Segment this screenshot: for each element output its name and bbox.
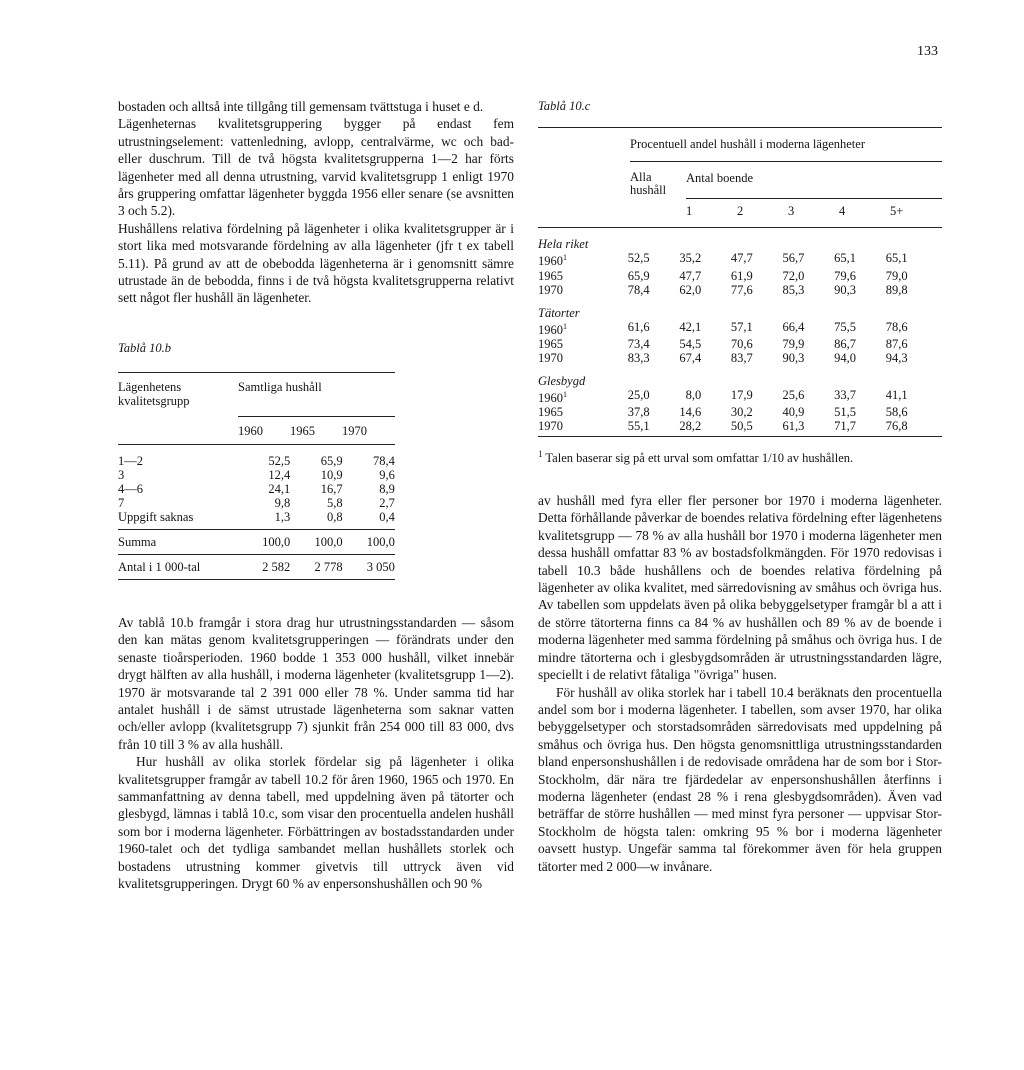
cell: 89,8 bbox=[885, 282, 908, 297]
table-row bbox=[118, 468, 395, 482]
cell: 12,4 bbox=[268, 467, 291, 482]
row-label bbox=[538, 320, 598, 337]
cell: 17,9 bbox=[730, 387, 753, 402]
table-sum-row bbox=[118, 535, 395, 549]
table-column-header: Lägenhetens kvalitetsgrupp bbox=[118, 379, 190, 408]
cell: 83,7 bbox=[730, 350, 753, 365]
table-size-header: 5+ bbox=[890, 204, 904, 219]
table-year-header: 1965 bbox=[290, 423, 315, 438]
table-section-heading: Tätorter bbox=[538, 305, 580, 320]
row-label bbox=[538, 269, 598, 283]
cell: 35,2 bbox=[679, 251, 702, 266]
table-rule bbox=[118, 554, 395, 555]
table-size-header: 4 bbox=[839, 204, 846, 219]
cell: 100,0 bbox=[314, 534, 343, 549]
table-row bbox=[538, 405, 942, 419]
cell: 2 582 bbox=[262, 559, 291, 574]
cell: 52,5 bbox=[268, 453, 291, 468]
table-year-header: 1970 bbox=[342, 423, 367, 438]
cell: 83,3 bbox=[627, 350, 650, 365]
left-column bbox=[118, 98, 514, 892]
cell: 57,1 bbox=[730, 319, 753, 334]
cell: 42,1 bbox=[679, 319, 702, 334]
table-size-header: 1 bbox=[686, 204, 693, 219]
row-label bbox=[538, 351, 598, 365]
table-row bbox=[538, 251, 942, 268]
cell: 50,5 bbox=[730, 418, 753, 433]
cell: 30,2 bbox=[730, 404, 753, 419]
cell: 90,3 bbox=[834, 282, 856, 297]
cell: 94,0 bbox=[834, 350, 856, 365]
cell: 75,5 bbox=[834, 319, 856, 334]
cell: 65,9 bbox=[320, 453, 343, 468]
cell: 41,1 bbox=[885, 387, 908, 402]
cell: 79,9 bbox=[782, 336, 805, 351]
cell: 47,7 bbox=[679, 268, 702, 283]
row-label: Summa bbox=[118, 534, 157, 549]
page-number: 133 bbox=[917, 44, 938, 59]
cell: 79,6 bbox=[834, 268, 856, 283]
cell: 73,4 bbox=[627, 336, 650, 351]
table-group-header: Antal boende bbox=[686, 171, 753, 186]
cell: 100,0 bbox=[366, 534, 395, 549]
cell: 47,7 bbox=[730, 251, 753, 266]
cell: 90,3 bbox=[782, 350, 805, 365]
row-year: 1965 bbox=[538, 268, 563, 283]
row-label bbox=[538, 419, 598, 433]
table-rule bbox=[118, 579, 395, 580]
cell: 65,1 bbox=[834, 251, 856, 266]
cell: 14,6 bbox=[679, 404, 702, 419]
table-body bbox=[538, 228, 942, 432]
footnote-mark: 1 bbox=[563, 321, 567, 331]
row-year: 1960 bbox=[538, 322, 563, 337]
row-label: 4—6 bbox=[118, 481, 143, 496]
cell: 16,7 bbox=[320, 481, 343, 496]
paragraph: Hur hushåll av olika storlek fördelar sig på lägenheter i olika kvalitetsgrupper framgår av tabell 10.2 för åren 1960, 1965 och 1970. En sammanfattning av denna tabell, med uppdelning även på tätorter och glesbygd, lämnas i tablå 10.c, som visar den procentuella andelen hushåll som bor i moderna lägenheter. Förbättringen av bostadsstandarden under 1960-talet och det tydliga sambandet mellan hushållets storlek och bostadens utrustning kommer givetvis till uttryck även vid kvalitetsgrupperingen. Drygt 60 % av enpersonshushållen och 90 % bbox=[118, 754, 514, 891]
table-row bbox=[118, 510, 395, 524]
cell: 79,0 bbox=[885, 268, 908, 283]
table-row bbox=[538, 337, 942, 351]
cell: 40,9 bbox=[782, 404, 805, 419]
cell: 78,6 bbox=[885, 319, 908, 334]
cell: 56,7 bbox=[782, 251, 805, 266]
cell: 77,6 bbox=[730, 282, 753, 297]
cell: 94,3 bbox=[885, 350, 908, 365]
cell: 61,6 bbox=[627, 319, 650, 334]
cell: 8,9 bbox=[379, 481, 395, 496]
row-year: 1965 bbox=[538, 336, 563, 351]
row-year: 1960 bbox=[538, 390, 563, 405]
row-year: 1970 bbox=[538, 418, 563, 433]
cell: 9,6 bbox=[379, 467, 395, 482]
row-label: Uppgift saknas bbox=[118, 509, 194, 524]
cell: 65,9 bbox=[627, 268, 650, 283]
paragraph: bostaden och alltså inte tillgång till gemensam tvättstuga i huset e d. bbox=[118, 99, 484, 114]
table-row bbox=[538, 388, 942, 405]
table-size-header: 3 bbox=[788, 204, 795, 219]
row-label bbox=[538, 405, 598, 419]
cell: 54,5 bbox=[679, 336, 702, 351]
table-footnote bbox=[538, 437, 942, 465]
table-row bbox=[538, 269, 942, 283]
row-label: 3 bbox=[118, 467, 125, 482]
row-year: 1970 bbox=[538, 282, 563, 297]
cell: 10,9 bbox=[320, 467, 343, 482]
table-year-header: 1960 bbox=[238, 423, 263, 438]
table-10c bbox=[538, 127, 942, 465]
cell: 67,4 bbox=[679, 350, 702, 365]
cell: 25,0 bbox=[627, 387, 650, 402]
cell: 62,0 bbox=[679, 282, 702, 297]
cell: 2,7 bbox=[379, 495, 395, 510]
table-size-header: 2 bbox=[737, 204, 744, 219]
cell: 3 050 bbox=[366, 559, 395, 574]
cell: 5,8 bbox=[326, 495, 343, 510]
cell: 37,8 bbox=[627, 404, 650, 419]
footnote-text: Talen baserar sig på ett urval som omfattar 1/10 av hushållen. bbox=[545, 451, 854, 466]
row-label: 1—2 bbox=[118, 453, 143, 468]
cell: 28,2 bbox=[679, 418, 702, 433]
cell: 85,3 bbox=[782, 282, 805, 297]
cell: 61,3 bbox=[782, 418, 805, 433]
cell: 8,0 bbox=[685, 387, 702, 402]
cell: 9,8 bbox=[274, 495, 291, 510]
table-row bbox=[538, 320, 942, 337]
row-label bbox=[538, 337, 598, 351]
paragraph: Lägenheternas kvalitetsgruppering bygger på endast fem utrustningselement: vattenledning, avlopp, centralvärme, wc och bad- eller duschrum. Till de två högsta kvalitetsgrupperna 1—2 har förts lägenheter med all denna utrustning, varvid kvalitetsgrupp 1 enligt 1970 års gruppering omfattar lägenheter byggda 1956 eller senare (se avsnitten 3 och 5.2). bbox=[118, 116, 514, 219]
cell: 33,7 bbox=[834, 387, 856, 402]
cell: 52,5 bbox=[627, 251, 650, 266]
cell: 78,4 bbox=[373, 453, 395, 468]
table-section-heading: Glesbygd bbox=[538, 373, 586, 388]
row-label: 7 bbox=[118, 495, 125, 510]
cell: 78,4 bbox=[627, 282, 650, 297]
table-section-heading: Hela riket bbox=[538, 237, 589, 252]
cell: 58,6 bbox=[885, 404, 908, 419]
table-column-header: Alla hushåll bbox=[630, 170, 667, 198]
cell: 71,7 bbox=[834, 418, 856, 433]
cell: 100,0 bbox=[262, 534, 291, 549]
paragraph: Av tablå 10.b framgår i stora drag hur utrustningsstandarden — såsom den kan mätas genom kvalitetsgrupperingen — förändrats under den senaste tioårsperioden. 1960 bodde 1 353 000 hushåll, vilket innebär drygt hälften av alla hushåll, i moderna lägenheter (kvalitetsgrupp 1—2). 1970 är motsvarande tal 2 391 000 eller 78 %. Under samma tid har antalet hushåll i de sämst utrustade lägenheterna som saknar vatten och/eller avlopp (kvalitetsgrupp 7) sjunkit från 254 000 till 83 000, dvs från 10 till 3 % av alla hushåll. bbox=[118, 614, 514, 752]
table-row bbox=[538, 419, 942, 433]
footnote-mark: 1 bbox=[563, 253, 567, 263]
row-year: 1960 bbox=[538, 254, 563, 269]
table-title: Tablå 10.c bbox=[538, 99, 591, 113]
row-label: Antal i 1 000-tal bbox=[118, 559, 201, 574]
table-row bbox=[538, 283, 942, 297]
cell: 70,6 bbox=[730, 336, 753, 351]
row-label bbox=[538, 283, 598, 297]
cell: 55,1 bbox=[627, 418, 650, 433]
cell: 1,3 bbox=[274, 509, 291, 524]
table-rule bbox=[118, 529, 395, 530]
cell: 61,9 bbox=[730, 268, 753, 283]
paragraph: För hushåll av olika storlek har i tabell 10.4 beräknats den procentuella andel som bor i moderna lägenheter. I tabellen, som avser 1970, har olika bebyggelsetyper och storstadsområden särredovisats med uppdelning på småhus och övriga hus. Den högsta genomsnittliga utrustningsstandarden bland enpersonshushållen i de redovisade områdena har de som bor i Stor-Stockholm, där nära tre fjärdedelar av enpersonshushållen återfinns i moderna lägenheter (endast 28 % i rena glesbygdsområden). Även vad beträffar de större hushållen — med minst fyra personer — uppvisar Stor-Stockholm de högsta talen: omkring 95 % bor i moderna lägenheter oavsett hustyp. Ungefär samma tal förekommer även för hela gruppen tätorter med 2 000—w invånare. bbox=[538, 684, 942, 874]
footnote-mark: 1 bbox=[563, 389, 567, 399]
table-rule bbox=[118, 444, 395, 445]
cell: 24,1 bbox=[268, 481, 291, 496]
table-top-header: Procentuell andel hushåll i moderna lägenheter bbox=[630, 137, 865, 152]
table-10b bbox=[118, 341, 395, 580]
cell: 72,0 bbox=[782, 268, 805, 283]
footnote-mark: 1 bbox=[538, 448, 543, 459]
paragraph: av hushåll med fyra eller fler personer bor 1970 i moderna lägenheter. Detta förhållande påverkar de boendes relativa fördelning efter lägenhetens kvalitetsgrupp — 78 % av alla hushåll bor 1970 i moderna lägenheter men dessa hushåll omfattar 83 % av bostadsfolkmängden. För 1970 redovisas i tabell 10.3 både hushållens och de boendes relativa fördelning på lägenheter av olika kvalitet, med särredovisning av småhus och övriga hus. Av tabellen som uppdelats även på olika bebyggelsetyper framgår bl a att i de större tätorterna finns ca 84 % av hushållen och 89 % av de boende i moderna lägenheter med samma fördelning på småhus och övriga hus. I de mindre tätorterna och i glesbygdsområden är utrustningsstandarden lägre, speciellt i de relativt fåtaliga "övriga" husen. bbox=[538, 493, 942, 683]
right-column bbox=[538, 98, 942, 875]
table-count-row bbox=[118, 560, 395, 574]
cell: 66,4 bbox=[782, 319, 805, 334]
cell: 0,8 bbox=[326, 509, 343, 524]
table-row bbox=[118, 454, 395, 468]
cell: 86,7 bbox=[834, 336, 856, 351]
cell: 76,8 bbox=[885, 418, 908, 433]
table-title: Tablå 10.b bbox=[118, 340, 172, 355]
cell: 87,6 bbox=[885, 336, 908, 351]
table-group-header: Samtliga hushåll bbox=[238, 379, 322, 394]
paragraph: Hushållens relativa fördelning på lägenheter i olika kvalitetsgrupper är i stort lika med motsvarande fördelning av alla lägenheter (jfr t ex tabell 5.11). På grund av att de obebodda lägenheterna är i genomsnitt sämre utrustade än de bebodda, finns i de två högsta kvalitetsgrupperna relativt sett något fler hushåll än lägenheter. bbox=[118, 220, 514, 306]
table-row bbox=[118, 482, 395, 496]
row-year: 1965 bbox=[538, 404, 563, 419]
cell: 2 778 bbox=[314, 559, 343, 574]
cell: 25,6 bbox=[782, 387, 805, 402]
cell: 0,4 bbox=[379, 509, 395, 524]
table-row bbox=[538, 351, 942, 365]
table-row bbox=[118, 496, 395, 510]
row-label bbox=[538, 251, 598, 268]
cell: 65,1 bbox=[885, 251, 908, 266]
row-label bbox=[538, 388, 598, 405]
row-year: 1970 bbox=[538, 350, 563, 365]
cell: 51,5 bbox=[834, 404, 856, 419]
